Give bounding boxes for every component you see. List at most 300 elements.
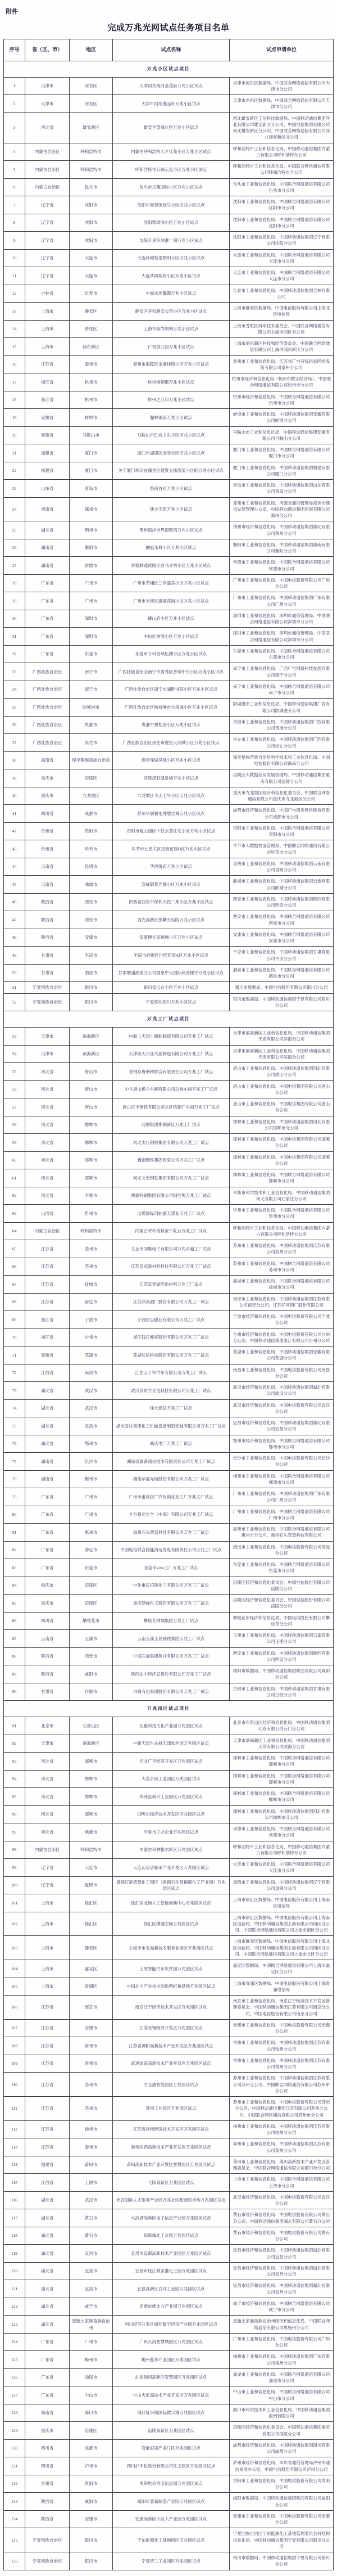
cell-pilot-name: 广州天河智慧城园区万兆园区试点 [112, 2333, 229, 2351]
table-row [4, 1399, 334, 1417]
cell-pilot-name: 建业天筑万兆小区试点 [112, 497, 229, 521]
cell-province: 浙江省 [25, 1328, 70, 1346]
table-row [4, 444, 334, 462]
cell-seq: 121 [4, 2280, 25, 2298]
cell-pilot-name: 湘能华磊光电股份有限公司万兆工厂试点 [112, 1470, 229, 1488]
cell-province: 广西壮族自治区 [25, 716, 70, 734]
cell-applicant: 芜湖市工业和信息化局、中国移动通信集团安徽有限公司芜湖分公司 [230, 1346, 334, 1364]
cell-pilot-name: 智能家居产业片区万兆园区试点 [112, 2439, 229, 2457]
table-row [4, 2528, 334, 2552]
cell-province: 陕西省 [25, 2493, 70, 2511]
cell-pilot-name: 首钢京唐钢铁联合有限责任公司万兆工厂试点 [112, 1063, 229, 1081]
cell-province: 贵州省 [25, 822, 70, 840]
cell-region: 郑州市 [70, 497, 112, 521]
cell-region: 安康市 [70, 929, 112, 947]
cell-applicant: 中山市工业和信息化局、中国联合网络通信有限公司中山市分公司 [230, 2386, 334, 2404]
cell-applicant: 邯郸市工业和信息化局、中国电信集团有限公司邯郸分公司 [230, 1134, 334, 1152]
cell-seq: 105 [4, 1978, 25, 1996]
cell-region: 咸宁市 [70, 2298, 112, 2316]
cell-applicant: 扬州市工业和信息化局、中国移动通信集团江苏有限公司扬州分公司 [230, 2120, 334, 2138]
cell-province: 陕西省 [25, 1665, 70, 1683]
cell-applicant: 咸阳市数据局、中国移动通信集团陕西有限公司咸阳分公司 [230, 1665, 334, 1683]
cell-applicant: 大连市工业和信息化局、中国联合网络通信有限公司大连市分公司 [230, 267, 334, 285]
cell-province: 宁夏回族自治区 [25, 993, 70, 1011]
cell-seq: 126 [4, 2368, 25, 2386]
cell-region: 汕尾市 [70, 2368, 112, 2386]
cell-applicant: 汕尾市工业和信息化局、中国联合网络通信有限公司汕尾市分公司 [230, 2368, 334, 2386]
cell-pilot-name: 平凉市崆峒区世纪花园A区万兆小区试点 [112, 947, 229, 965]
cell-region: 黄石市 [70, 2209, 112, 2227]
cell-pilot-name: 静安区圣和静安公馆小区万兆小区试点 [112, 303, 229, 321]
cell-province: 广东省 [25, 2368, 70, 2386]
cell-seq: 115 [4, 2174, 25, 2192]
cell-province: 江苏省 [25, 2120, 70, 2138]
cell-province: 广东省 [25, 645, 70, 663]
cell-pilot-name: 葛店电厂万兆工厂试点 [112, 1435, 229, 1453]
cell-region: 嘉定区 [70, 1960, 112, 1978]
cell-pilot-name: 重庆建峰化工股份有限公司万兆工厂试点 [112, 1595, 229, 1613]
cell-province: 广东省 [25, 1524, 70, 1542]
cell-applicant: 广州市工业和信息化局、中国移动通信集团广东有限公司广州分公司 [230, 592, 334, 610]
table-row [4, 663, 334, 681]
cell-region: 邯郸市 [70, 1169, 112, 1187]
cell-province: 福建省 [25, 2156, 70, 2174]
cell-applicant: 呼和浩特市工业和信息化局、中国联合网络通信有限公司呼和浩特市分公司 [230, 161, 334, 179]
cell-seq: 30 [4, 610, 25, 628]
cell-pilot-name: 河北文安钢铁集团有限公司万兆工厂试点 [112, 1169, 229, 1187]
cell-region: 涪陵区 [70, 1595, 112, 1613]
cell-pilot-name: 泰州市海陵区金通桂园小区万兆小区试点 [112, 355, 229, 373]
cell-province: 广西壮族自治区 [25, 663, 70, 681]
table-row [4, 964, 334, 982]
cell-region: 南京市 [70, 1996, 112, 2020]
cell-province: 江苏省 [25, 1293, 70, 1311]
cell-region: 静安区 [70, 303, 112, 321]
cell-pilot-name: 安康博元幸福城小区万兆小区试点 [112, 929, 229, 947]
cell-province: 陕西省 [25, 1647, 70, 1665]
cell-province: 浙江省 [25, 391, 70, 409]
cell-pilot-name: 融冠乐城小区万兆小区试点 [112, 539, 229, 557]
cell-province: 河北省 [25, 1823, 70, 1841]
cell-province: 广东省 [25, 610, 70, 628]
cell-seq: 69 [4, 1311, 25, 1329]
table-row [4, 1311, 334, 1329]
cell-applicant: 天津市滨海新区工业和信息化局、中国移动通信集团天津有限公司滨海分公司 [230, 1028, 334, 1046]
table-row [4, 2073, 334, 2097]
cell-applicant: 鄂州市经济和信息化局、中国联合网络通信有限公司鄂州市分公司 [230, 1435, 334, 1453]
table-row [4, 1770, 334, 1788]
cell-applicant: 南京市工业和信息化局、南京江宁经济技术开发区管理委员会、中国移动通信集团江苏有限公司南京分公司、中国电信股份有限公司南京分公司 [230, 1996, 334, 2020]
cell-region: 广州市 [70, 1506, 112, 1524]
cell-applicant: 宁夏回族自治区宁东能源化工基地管理委员会科技和信息化局、中国移动通信集团宁夏有限公司银川分公司 [230, 2528, 334, 2552]
cell-province: 上海市 [25, 1894, 70, 1912]
section-row [4, 1011, 334, 1028]
cell-pilot-name: 泰州医药高新技术产业开发区万兆园区试点 [112, 2138, 229, 2156]
cell-applicant: 天津市河东区数据局、中国联合网络通信有限公司天津市分公司 [230, 95, 334, 113]
table-row [4, 2333, 334, 2351]
cell-region: 静安区 [70, 1936, 112, 1960]
cell-seq: 54 [4, 1045, 25, 1063]
table-row [4, 2298, 334, 2316]
cell-seq: 83 [4, 1559, 25, 1577]
cell-applicant: 宜昌市经济和信息化局、中国移动通信集团湖北有限公司宜昌分公司 [230, 2245, 334, 2263]
table-row [4, 2493, 334, 2511]
cell-applicant: 深圳市工业和信息化局、深圳市通信管理局、中国联合网络通信有限公司深圳市分公司 [230, 610, 334, 628]
cell-seq: 94 [4, 1770, 25, 1788]
cell-region: 包头市 [70, 178, 112, 196]
cell-applicant: 宜昌市经济和信息化局、中国移动通信集团湖北有限公司宜昌分公司 [230, 2262, 334, 2280]
cell-region: 大连市 [70, 1859, 112, 1877]
cell-province: 辽宁省 [25, 232, 70, 250]
cell-seq: 5 [4, 161, 25, 179]
cell-region: 杭州市 [70, 373, 112, 391]
cell-seq: 6 [4, 178, 25, 196]
cell-applicant: 大连市工业和信息化局、中国联合网络通信有限公司大连市分公司 [230, 249, 334, 267]
page-title: 完成万兆光网试点任务项目名单 [107, 24, 230, 33]
cell-applicant: 武汉市经济和信息化局、中国电信股份有限公司武汉分公司 [230, 2191, 334, 2209]
cell-seq: 119 [4, 2245, 25, 2263]
table-body [4, 61, 334, 2570]
cell-province: 海南省 [25, 751, 70, 769]
cell-pilot-name: 呼和浩特市万锦云玺小区万兆小区试点 [112, 161, 229, 179]
cell-province: 广东省 [25, 628, 70, 646]
cell-region: 宜昌市 [70, 2245, 112, 2263]
cell-applicant: 安康市工业和信息化局、中国电信股份有限公司安康分公司 [230, 2510, 334, 2528]
cell-pilot-name: 冀南钢铁集团有限公司万兆工厂试点 [112, 1151, 229, 1169]
cell-province: 江西省 [25, 2174, 70, 2192]
cell-pilot-name: 仁恒滨江园万兆小区试点 [112, 338, 229, 356]
table-row [4, 2262, 334, 2280]
table-row [4, 645, 334, 663]
cell-seq: 76 [4, 1435, 25, 1453]
table-row [4, 822, 334, 840]
cell-applicant: 宜昌市经济和信息化局、中国移动通信集团湖北有限公司宜昌分公司 [230, 2280, 334, 2298]
cell-applicant: 唐山市工业和信息化局、中国移动通信集团河北有限公司唐山分公司 [230, 1063, 334, 1081]
table-row [4, 303, 334, 321]
cell-region: 河东区 [70, 95, 112, 113]
cell-province: 内蒙古自治区 [25, 1222, 70, 1240]
cell-region: 长沙市 [70, 1453, 112, 1471]
cell-pilot-name: 广州市番禺区广汽传祺化龙工厂万兆工厂试点 [112, 1488, 229, 1506]
cell-province: 江苏省 [25, 355, 70, 373]
cell-applicant: 郴州市工业和信息化局、中国联合网络通信有限公司郴州市分公司 [230, 1470, 334, 1488]
cell-applicant: 荆州市经济和信息化局、中国移动通信集团湖北有限公司荆州分公司 [230, 521, 334, 539]
cell-region: 常州市 [70, 2037, 112, 2055]
cell-seq: 120 [4, 2262, 25, 2280]
cell-seq: 90 [4, 1683, 25, 1701]
table-row [4, 1996, 334, 2020]
cell-province: 湖北省 [25, 2298, 70, 2316]
table-row [4, 1187, 334, 1205]
cell-province: 山东省 [25, 480, 70, 498]
cell-region: 苏州市 [70, 2097, 112, 2121]
cell-seq: 124 [4, 2333, 25, 2351]
cell-seq: 80 [4, 1506, 25, 1524]
table-row [4, 1541, 334, 1559]
cell-applicant: 呼和浩特市工业和信息化局、中国移动通信集团内蒙古有限公司呼和浩特分公司 [230, 1841, 334, 1859]
cell-province: 江苏省 [25, 2097, 70, 2121]
cell-province: 甘肃省 [25, 947, 70, 965]
cell-pilot-name: 江苏洋河酒厂股份有限公司万兆工厂试点 [112, 1293, 229, 1311]
header-applicant: 试点申请单位 [230, 39, 334, 61]
cell-region: 台州市 [70, 1328, 112, 1346]
table-row [4, 338, 334, 356]
cell-region: 曲靖市 [70, 876, 112, 894]
cell-seq: 39 [4, 769, 25, 787]
cell-applicant: 苏州市工业和信息化局、中国联合网络通信有限公司苏州市分公司 [230, 1258, 334, 1276]
cell-pilot-name: 咸阳市装备制造产业园万兆园区试点 [112, 2493, 229, 2511]
table-row [4, 1240, 334, 1258]
cell-pilot-name: 天津市河东逸品轩万兆小区试点 [112, 95, 229, 113]
cell-province: 内蒙古自治区 [25, 143, 70, 161]
cell-seq: 40 [4, 787, 25, 805]
cell-region: 青岛市 [70, 480, 112, 498]
cell-province: 河南省 [25, 497, 70, 521]
cell-region: 西安市 [70, 911, 112, 929]
cell-pilot-name: 江西五十铃汽车有限公司万兆工厂试点 [112, 1364, 229, 1382]
cell-region: 安康市 [70, 2510, 112, 2528]
header-seq: 序号 [4, 39, 25, 61]
table-row [4, 1435, 334, 1453]
cell-applicant: 上海市普陀区科学技术委员会、中国联合网络通信有限公司上海市西区分公司 [230, 320, 334, 338]
cell-province: 湖北省 [25, 2245, 70, 2263]
cell-seq: 99 [4, 1859, 25, 1877]
cell-province: 浙江省 [25, 1311, 70, 1329]
cell-region: 白银市 [70, 1683, 112, 1701]
table-row [4, 805, 334, 823]
cell-region: 沈阳市 [70, 196, 112, 214]
cell-seq: 101 [4, 1894, 25, 1912]
cell-applicant: 平凉市工业和信息化局、中国移动通信集团甘肃有限公司平凉分公司 [230, 947, 334, 965]
cell-applicant: 白银市工业和信息化局、中国移动通信集团甘肃有限公司白银分公司 [230, 1683, 334, 1701]
cell-region: 南昌市 [70, 1364, 112, 1382]
cell-region: 昆明市 [70, 858, 112, 876]
cell-applicant: 西安市工业和信息化局、中国移动通信集团陕西有限公司西安分公司 [230, 893, 334, 911]
cell-pilot-name: 瀚林银座万兆小区试点 [112, 409, 229, 427]
cell-province: 广东省 [25, 1488, 70, 1506]
cell-region: 唐山市 [70, 1063, 112, 1081]
cell-pilot-name: 江苏皇冠新材料科技有限公司万兆工厂试点 [112, 1258, 229, 1276]
cell-pilot-name: 中新天津生态城天津软件园万兆园区试点 [112, 1735, 229, 1753]
cell-applicant: 天津市滨海新区工业和信息化局、中国移动通信集团天津有限公司滨海分公司 [230, 1735, 334, 1753]
cell-province: 江西省 [25, 1364, 70, 1382]
cell-region: 忻州市 [70, 1205, 112, 1223]
cell-province: 湖北省 [25, 2262, 70, 2280]
cell-pilot-name: 澳森特钢集团有限公司钢丝绳万兆工厂试点 [112, 1187, 229, 1205]
cell-seq: 108 [4, 2037, 25, 2055]
cell-seq: 130 [4, 2439, 25, 2457]
cell-province: 云南省 [25, 858, 70, 876]
table-row [4, 1453, 334, 1471]
cell-applicant: 南昌市工业和信息化局、中国电信股份有限公司南昌分公司 [230, 1364, 334, 1382]
cell-seq: 132 [4, 2475, 25, 2493]
cell-applicant: 邯郸市工业和信息化局、中国移动通信集团河北有限公司邯郸市分公司 [230, 1805, 334, 1823]
cell-region: 呼和浩特市 [70, 1841, 112, 1859]
cell-province: 湖北省 [25, 2280, 70, 2298]
table-row [4, 1960, 334, 1978]
cell-applicant: 北京市石景山区经济和信息化局、中国移动通信集团北京有限公司石门分公司 [230, 1717, 334, 1735]
cell-pilot-name: 广州市黄埔区兰亭盛荟小区万兆小区试点 [112, 574, 229, 592]
cell-applicant: 涪陵区大数据应用发展管理局、中国移动通信集团重庆有限公司涪陵分公司 [230, 769, 334, 787]
cell-seq: 57 [4, 1098, 25, 1116]
cell-region: 酒泉市 [70, 964, 112, 982]
table-row [4, 462, 334, 480]
header-region: 地区 [70, 39, 112, 61]
cell-region: 咸阳市 [70, 1665, 112, 1683]
cell-applicant: 上海市静安区数据局、中国电信股份有限公司上海北区电信局 [230, 303, 334, 321]
cell-region: 银川市 [70, 982, 112, 993]
cell-province: 江苏省 [25, 1276, 70, 1294]
cell-applicant: 广州市工业和信息化局、中国移动通信集团广东有限公司广州分公司 [230, 1488, 334, 1506]
cell-pilot-name: 上海市市北高新技术服务业园区万兆园区试点 [112, 1936, 229, 1960]
cell-applicant: 咸阳市数据局、中国移动通信集团陕西有限公司咸阳分公司 [230, 2493, 334, 2511]
cell-province: 上海市 [25, 303, 70, 321]
cell-province: 贵州省 [25, 840, 70, 858]
cell-region: 大连市 [70, 267, 112, 285]
cell-seq: 53 [4, 1028, 25, 1046]
cell-pilot-name: 赤壁市维达力产业园万兆园区试点 [112, 2298, 229, 2316]
cell-province: 陕西省 [25, 911, 70, 929]
cell-region: 呼和浩特市 [70, 161, 112, 179]
table-row [4, 2227, 334, 2245]
cell-pilot-name: 杭州之江印万兆小区试点 [112, 391, 229, 409]
cell-pilot-name: 保亭保城凤凰小区万兆小区试点 [112, 751, 229, 769]
table-row [4, 610, 334, 628]
cell-pilot-name: 涪陵泽胜温泉城万兆小区试点 [112, 769, 229, 787]
cell-applicant: 涪陵区经济和信息化委员会、中国电信股份有限公司涪陵分公司 [230, 1595, 334, 1613]
cell-pilot-name: 宁东能源化工基地园区万兆园区试点 [112, 2528, 229, 2552]
table-row [4, 497, 334, 521]
cell-seq: 8 [4, 214, 25, 232]
cell-region: 衡阳市 [70, 539, 112, 557]
cell-applicant: 上海市静安区数据局、中国电信股份有限公司上海北区电信局、中国移动通信集团上海有限公司西区分公司、中国联合网络通信有限公司上海市北区分公司 [230, 1936, 334, 1960]
cell-region: 唐山市 [70, 1080, 112, 1098]
cell-applicant: 青岛市工业和信息化局、中国移动通信集团山东有限公司青岛分公司 [230, 480, 334, 498]
cell-province: 内蒙古自治区 [25, 161, 70, 179]
table-row [4, 1665, 334, 1683]
cell-region: 恩施土家族苗族自治州 [70, 2316, 112, 2334]
cell-applicant: 上海市徐汇区数据局、中国电信股份有限公司上海南区电信局、中国移动通信集团上海有限公司南区分公司、中国联合网络通信有限公司上海市南区分公司 [230, 1912, 334, 1936]
cell-province: 内蒙古自治区 [25, 178, 70, 196]
cell-pilot-name: 厦门市湖里区金安社区万兆小区试点 [112, 444, 229, 462]
cell-seq: 58 [4, 1116, 25, 1134]
cell-pilot-name: 沈阳月星环球港一期万兆小区试点 [112, 232, 229, 250]
cell-applicant: 常州市工业和信息化局、中国移动通信集团江苏有限公司常州分公司 [230, 2055, 334, 2073]
cell-seq: 1 [4, 77, 25, 95]
cell-province: 辽宁省 [25, 214, 70, 232]
cell-seq: 46 [4, 893, 25, 911]
cell-pilot-name: 包头市正翔国际小区万兆小区试点 [112, 178, 229, 196]
table-row [4, 982, 334, 993]
table-row [4, 161, 334, 179]
cell-pilot-name: 攀枝花钢城集团万兆工厂试点 [112, 1612, 229, 1630]
table-row [4, 716, 334, 734]
cell-seq: 44 [4, 858, 25, 876]
cell-pilot-name: 内蒙古和林格尔新区万兆园区试点 [112, 1841, 229, 1859]
cell-province: 重庆市 [25, 1577, 70, 1595]
cell-province: 江苏省 [25, 1240, 70, 1258]
table-row [4, 1222, 334, 1240]
cell-seq: 102 [4, 1912, 25, 1936]
cell-province: 宁夏回族自治区 [25, 982, 70, 993]
cell-province: 河北省 [25, 112, 70, 143]
cell-applicant: 沈阳市工业和信息化局、中国移动通信集团辽宁有限公司沈阳分公司 [230, 232, 334, 250]
cell-province: 甘肃省 [25, 964, 70, 982]
table-row [4, 1559, 334, 1577]
table-row [4, 1169, 334, 1187]
cell-province: 陕西省 [25, 2510, 70, 2528]
cell-applicant: 泸州市经济和信息化局、四川省通信管理局泸州市通信发展办公室、中国电信股份有限公司泸州分公司 [230, 2457, 334, 2475]
cell-region: 沈阳市 [70, 232, 112, 250]
cell-seq: 88 [4, 1647, 25, 1665]
cell-province: 四川省 [25, 1612, 70, 1630]
cell-applicant: 大连市工业和信息化局、中国联合网络通信有限公司大连市分公司 [230, 1859, 334, 1877]
cell-seq: 19 [4, 409, 25, 427]
cell-applicant: 沈阳市工业和信息化局、中国联合网络通信有限公司沈阳市分公司 [230, 196, 334, 214]
cell-seq: 70 [4, 1328, 25, 1346]
cell-pilot-name: 弋阳高新区万兆园区试点 [112, 2174, 229, 2192]
cell-applicant: 嘉定区数据局、中国联合网络通信有限公司上海市嘉定区分公司 [230, 1960, 334, 1978]
cell-region: 清远市 [70, 1541, 112, 1559]
cell-applicant: 邯郸市工业和信息化局、中国电信集团有限公司邯郸分公司 [230, 1151, 334, 1169]
table-row [4, 409, 334, 427]
cell-seq: 128 [4, 2404, 25, 2422]
table-row [4, 1841, 334, 1859]
cell-province: 天津市 [25, 1045, 70, 1063]
cell-region: 河东区 [70, 77, 112, 95]
cell-seq: 36 [4, 716, 25, 734]
cell-region: 东莞市 [70, 1559, 112, 1577]
cell-province: 天津市 [25, 77, 70, 95]
cell-pilot-name: 宁夏贺兰工业园区万兆园区试点 [112, 2552, 229, 2570]
table-row [4, 1293, 334, 1311]
cell-applicant: 涪陵区经济和信息化委员会、中国电信股份有限公司涪陵分公司 [230, 1577, 334, 1595]
cell-province: 江苏省 [25, 2138, 70, 2156]
cell-seq: 89 [4, 1665, 25, 1683]
cell-applicant: 银川市数据局、中国移动通信集团宁夏有限公司银川分公司 [230, 993, 334, 1011]
cell-province: 宁夏回族自治区 [25, 2528, 70, 2552]
cell-applicant: 恩施土家族苗族自治州经济和信息化局、中国联合网络通信有限公司恩施州分公司 [230, 2316, 334, 2334]
cell-seq: 34 [4, 681, 25, 699]
cell-pilot-name: 河钢集团邯钢新区万兆工厂试点 [112, 1116, 229, 1134]
cell-region: 徐汇区 [70, 1894, 112, 1912]
table-row [4, 574, 334, 592]
table-row [4, 77, 334, 95]
cell-province: 广东省 [25, 1559, 70, 1577]
cell-pilot-name: 广州市天河区猎德花园小区万兆小区试点 [112, 592, 229, 610]
cell-pilot-name: 上海智能汽车软件园万兆园区试点 [112, 1960, 229, 1978]
cell-pilot-name: 常德联通武陵区白马青秀小区万兆小区试点 [112, 557, 229, 575]
cell-pilot-name: 天津航天长征火箭制造有限公司万兆工厂试点 [112, 1045, 229, 1063]
cell-seq: 79 [4, 1488, 25, 1506]
cell-pilot-name: 中信红树湾小区万兆小区试点 [112, 628, 229, 646]
cell-pilot-name: 贵港市碧桂园小区万兆小区试点 [112, 716, 229, 734]
cell-province: 四川省 [25, 2457, 70, 2475]
cell-region: 邯郸市 [70, 1116, 112, 1134]
cell-province: 广西壮族自治区 [25, 699, 70, 717]
cell-province: 湖北省 [25, 2209, 70, 2227]
cell-applicant: 上海市徐汇区数据局、中国电信股份有限公司上海南区电信局 [230, 1894, 334, 1912]
cell-region: 成都市 [70, 805, 112, 823]
section-title: 万兆小区试点项目 [4, 61, 334, 77]
table-row [4, 592, 334, 610]
cell-region: 上饶市 [70, 2174, 112, 2192]
cell-region: 苏州市 [70, 1258, 112, 1276]
cell-seq: 82 [4, 1541, 25, 1559]
cell-seq: 91 [4, 1717, 25, 1735]
cell-province: 海南省 [25, 2404, 70, 2422]
cell-province: 广西壮族自治区 [25, 681, 70, 699]
